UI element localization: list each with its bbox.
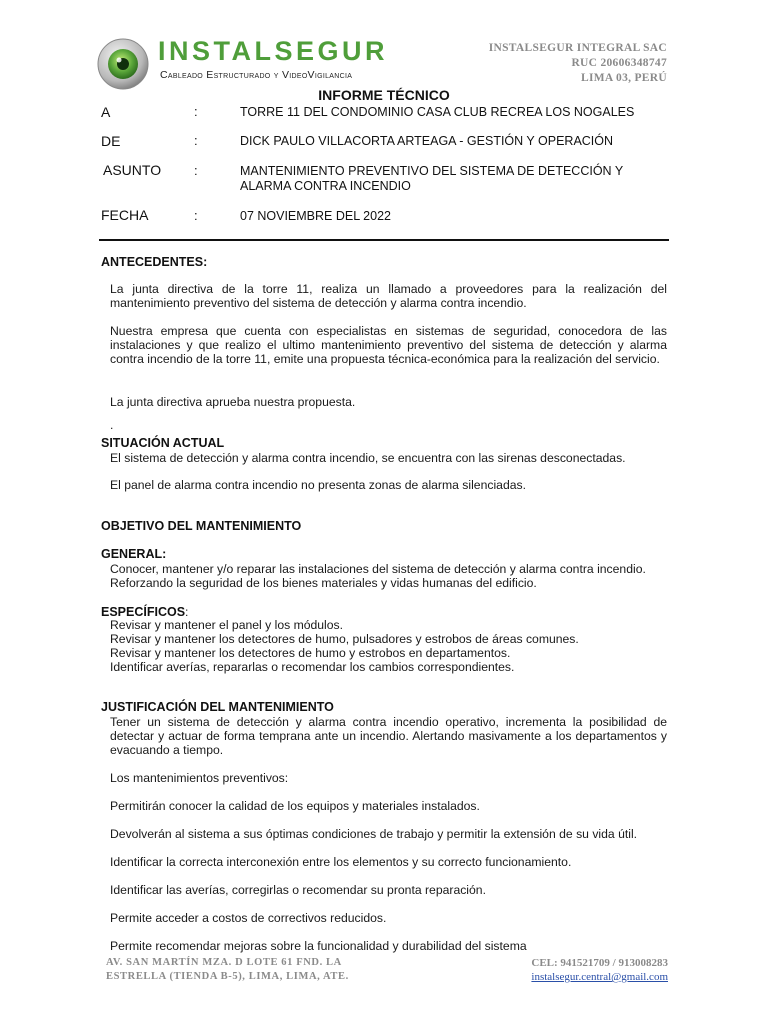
eye-logo-icon <box>97 38 149 90</box>
company-ruc: RUC 20606348747 <box>571 57 667 69</box>
antecedentes-heading: ANTECEDENTES: <box>101 255 208 269</box>
subject-label: ASUNTO <box>103 162 162 178</box>
subject-value-line2: ALARMA CONTRA INCENDIO <box>240 179 411 193</box>
general-line-1: Conocer, mantener y/o reparar las instalaciones del sistema de detección y alarma contra incendio. <box>110 562 646 576</box>
to-value: TORRE 11 DEL CONDOMINIO CASA CLUB RECREA LOS NOGALES <box>240 105 635 119</box>
brand-name: INSTALSEGUR <box>158 36 389 66</box>
company-city: LIMA 03, PERÚ <box>580 72 667 84</box>
company-name: INSTALSEGUR INTEGRAL SAC <box>488 42 667 54</box>
justificacion-item-3: Identificar la correcta interconexión entre los elementos y su correcto funcionamiento. <box>110 855 572 869</box>
footer-email-link[interactable]: instalsegur.central@gmail.com <box>531 971 668 983</box>
from-label: DE <box>101 133 121 149</box>
date-label: FECHA <box>101 207 149 223</box>
brand-tagline: Cableado Estructurado y VideoVigilancia <box>160 69 353 81</box>
justificacion-paragraph: Tener un sistema de detección y alarma contra incendio operativo, incrementa la posibilidad de detectar y actuar de forma temprana ante un incendio. Alertando masivamente a los departamentos y evacuando a tiempo. <box>110 715 667 757</box>
especificos-line-4: Identificar averías, repararlas o recomendar los cambios correspondientes. <box>110 660 515 674</box>
justificacion-item-2: Devolverán al sistema a sus óptimas condiciones de trabajo y permitir la extensión de su vida útil. <box>110 827 638 841</box>
footer-address-line-2: ESTRELLA (TIENDA B-5), LIMA, LIMA, ATE. <box>106 971 349 982</box>
justificacion-item-4: Identificar las averías, corregirlas o recomendar su pronta reparación. <box>110 883 486 897</box>
situacion-heading: SITUACIÓN ACTUAL <box>101 436 225 450</box>
antecedentes-paragraph-1: La junta directiva de la torre 11, realiza un llamado a proveedores para la realización del mantenimiento preventivo del sistema de detección y alarma contra incendio. <box>110 282 667 310</box>
footer-address-line-1: AV. SAN MARTÍN MZA. D LOTE 61 FND. LA <box>106 957 342 968</box>
footer-phone: CEL: 941521709 / 913008283 <box>531 957 668 969</box>
justificacion-item-6: Permite recomendar mejoras sobre la funcionalidad y durabilidad del sistema <box>110 939 527 953</box>
justificacion-heading: JUSTIFICACIÓN DEL MANTENIMIENTO <box>101 700 334 714</box>
especificos-line-3: Revisar y mantener los detectores de humo y estrobos en departamentos. <box>110 646 511 660</box>
to-label: A <box>101 104 111 120</box>
especificos-line-1: Revisar y mantener el panel y los módulos. <box>110 618 344 632</box>
justificacion-item-5: Permite acceder a costos de correctivos reducidos. <box>110 911 387 925</box>
subject-value-line1: MANTENIMIENTO PREVENTIVO DEL SISTEMA DE DETECCIÓN Y <box>240 164 624 178</box>
justificacion-intro: Los mantenimientos preventivos: <box>110 771 289 785</box>
especificos-line-2: Revisar y mantener los detectores de humo, pulsadores y estrobos de áreas comunes. <box>110 632 579 646</box>
situacion-line-2: El panel de alarma contra incendio no presenta zonas de alarma silenciadas. <box>110 478 526 492</box>
antecedentes-paragraph-3: La junta directiva aprueba nuestra propuesta. <box>110 395 356 409</box>
justificacion-item-1: Permitirán conocer la calidad de los equipos y materiales instalados. <box>110 799 480 813</box>
stray-dot: . <box>110 418 114 432</box>
general-heading: GENERAL: <box>101 547 167 561</box>
general-line-2: Reforzando la seguridad de los bienes materiales y vidas humanas del edificio. <box>110 576 537 590</box>
date-value: 07 NOVIEMBRE DEL 2022 <box>240 209 391 223</box>
objetivo-heading: OBJETIVO DEL MANTENIMIENTO <box>101 519 302 533</box>
date-colon: : <box>194 208 198 223</box>
situacion-line-1: El sistema de detección y alarma contra incendio, se encuentra con las sirenas desconectadas. <box>110 451 626 465</box>
from-colon: : <box>194 133 198 148</box>
to-colon: : <box>194 104 198 119</box>
memo-divider <box>99 239 669 241</box>
report-title: INFORME TÉCNICO <box>318 87 450 103</box>
subject-colon: : <box>194 163 198 178</box>
antecedentes-paragraph-2: Nuestra empresa que cuenta con especialistas en sistemas de seguridad, conocedora de las instalaciones y que realizo el ultimo mantenimiento preventivo del sistema de detección y alarma contra incendio de la torre 11, emite una propuesta técnica-económica para la realización del servicio. <box>110 324 667 366</box>
especificos-colon: : <box>185 605 189 619</box>
from-value: DICK PAULO VILLACORTA ARTEAGA - GESTIÓN Y OPERACIÓN <box>240 134 614 148</box>
especificos-heading: ESPECÍFICOS <box>101 605 186 619</box>
